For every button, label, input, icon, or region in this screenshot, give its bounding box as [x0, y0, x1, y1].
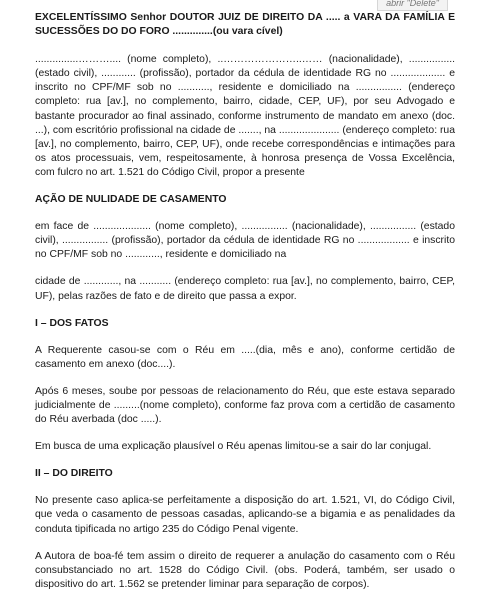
law-section-title: II – DO DIREITO: [35, 468, 113, 480]
defendant-qualification: em face de .................... (nome completo), ................ (nacionalidade), ................ (estado civil), ................ (profissão), portador da cédula de identidade RG no .................. e inscrito no CPF/MF sob no ............, residente e domiciliado na: [35, 221, 455, 261]
court-address-heading: EXCELENTÍSSIMO Senhor DOUTOR JUIZ DE DIREITO DA ..... a VARA DA FAMÍLIA E SUCESSÕES DO DO FORO ..............(ou vara cível): [35, 12, 455, 38]
law-paragraph-annulment: A Autora de boa-fé tem assim o direito de requerer a anulação do casamento com o Réu consubstanciado no art. 1528 do Código Civil. (obs. Poderá, também, ser usado o dispositivo do art. 1.562 se pretender liminar para separação de corpos).: [35, 550, 455, 590]
action-title: AÇÃO DE NULIDADE DE CASAMENTO: [35, 194, 227, 206]
facts-paragraph-abandonment: Em busca de uma explicação plausível o Réu apenas limitou-se a sair do lar conjugal.: [35, 441, 432, 453]
facts-paragraph-marriage: A Requerente casou-se com o Réu em .....(dia, mês e ano), conforme certidão de casamento em anexo (doc....).: [35, 344, 455, 370]
plaintiff-qualification: ...............……….... (nome completo), ..…………………..…… (nacionalidade), ................ (estado civil), ............ (profissão), portador da cédula de identidade RG no ................... e inscrito no CPF/MF sob no ..........., residente e domiciliado na ................ (endereço completo: rua [av.], no complemento, bairro, cidade, CEP, UF), por seu Advogado e bastante procurador ao final assinado, conforme instrumento de mandato em anexo (doc. ...), com escritório profissional na cidade de ......., na ..................... (endereço completo: rua [av.], no complemento, bairro, CEP, UF), onde recebe correspondências e intimações para os atos processuais, vem, respeitosamente, à honrosa presença de Vossa Excelência, com fulcro no art. 1.521 do Código Civil, propor a presente: [35, 54, 455, 178]
document-page: [35, 11, 455, 592]
facts-section-title: I – DOS FATOS: [35, 317, 109, 329]
facts-paragraph-separation: Após 6 meses, soube por pessoas de relacionamento do Réu, que este estava separado judicialmente de .........(nome completo), conforme faz prova com a certidão de casamento do Réu averbada (doc .....).: [35, 385, 455, 426]
law-paragraph-bigamy: No presente caso aplica-se perfeitamente a disposição do art. 1.521, VI, do Código Civil, que veda o casamento de pessoas casadas, aplicando-se a bigamia e as penalidades da conduta tipificada no artigo 235 do Código Penal vigente.: [35, 495, 455, 535]
defendant-address: cidade de ............, na ........... (endereço completo: rua [av.], no complemento, bairro, CEP, UF), pelas razões de fato e de direito que passa a expor.: [35, 276, 455, 302]
delete-watermark: abrir "Delete": [377, 0, 448, 11]
